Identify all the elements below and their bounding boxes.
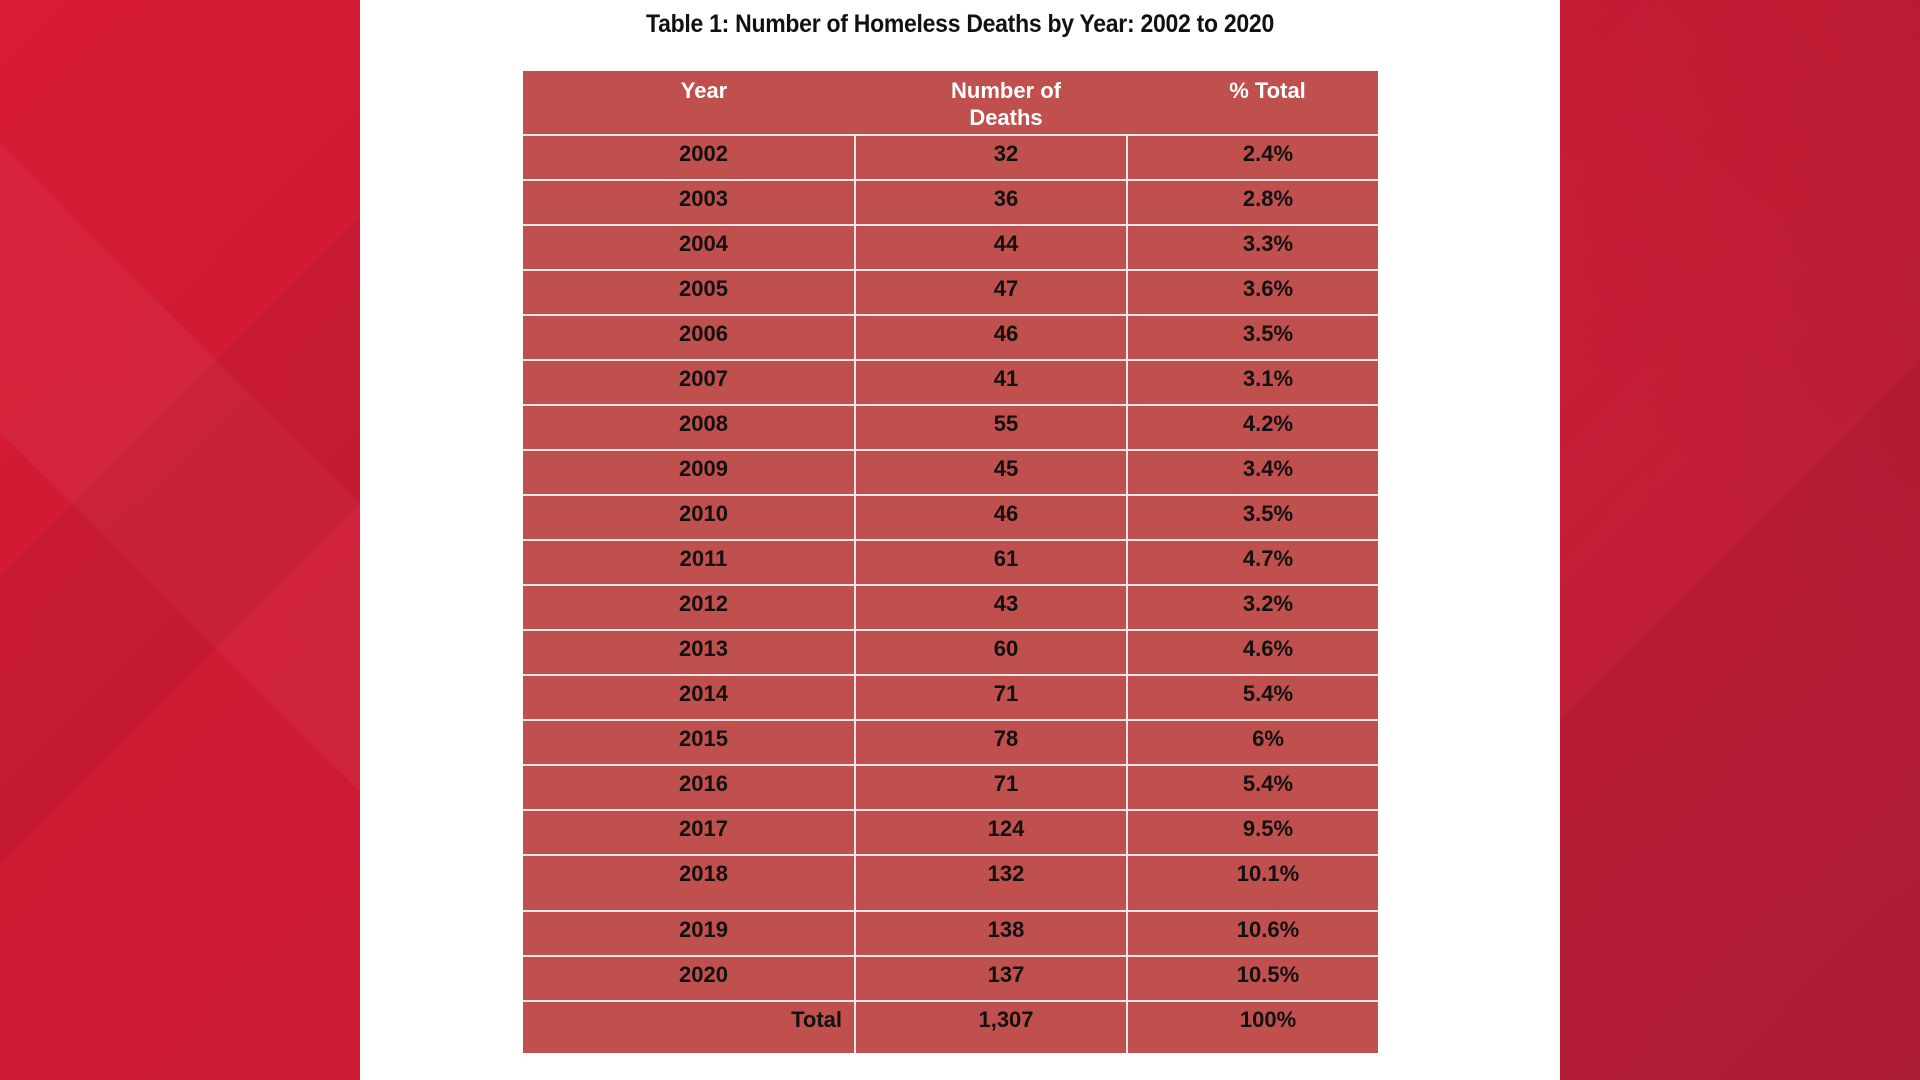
- cell-deaths: 43: [855, 585, 1127, 630]
- cell-percent: 10.1%: [1127, 855, 1378, 911]
- table-row: [523, 360, 1378, 405]
- cell-percent: 10.5%: [1127, 956, 1378, 1001]
- cell-deaths: 46: [855, 495, 1127, 540]
- cell-percent: 5.4%: [1127, 675, 1378, 720]
- cell-percent: 3.4%: [1127, 450, 1378, 495]
- cell-deaths: 46: [855, 315, 1127, 360]
- cell-percent: 4.6%: [1127, 630, 1378, 675]
- table-row: [523, 810, 1378, 855]
- header-year: Year: [680, 78, 728, 103]
- cell-percent: 9.5%: [1127, 810, 1378, 855]
- header-row: [523, 71, 1378, 135]
- table-row: [523, 225, 1378, 270]
- cell-deaths: 60: [855, 630, 1127, 675]
- cell-deaths: 132: [855, 855, 1127, 911]
- cell-year: 2016: [523, 765, 855, 810]
- cell-year: 2020: [523, 956, 855, 1001]
- cell-year: 2008: [523, 405, 855, 450]
- homeless-deaths-table: [523, 71, 1378, 1053]
- cell-year: 2006: [523, 315, 855, 360]
- background-left-pattern: [0, 0, 360, 1080]
- cell-year: 2005: [523, 270, 855, 315]
- cell-percent: 2.8%: [1127, 180, 1378, 225]
- cell-deaths: 137: [855, 956, 1127, 1001]
- cell-deaths: 55: [855, 405, 1127, 450]
- cell-percent: 4.7%: [1127, 540, 1378, 585]
- cell-percent: 6%: [1127, 720, 1378, 765]
- cell-deaths: 47: [855, 270, 1127, 315]
- cell-deaths: 44: [855, 225, 1127, 270]
- cell-year: 2010: [523, 495, 855, 540]
- table-row: [523, 765, 1378, 810]
- cell-percent: 3.6%: [1127, 270, 1378, 315]
- cell-year: 2014: [523, 675, 855, 720]
- cell-deaths: 124: [855, 810, 1127, 855]
- cell-deaths: 36: [855, 180, 1127, 225]
- cell-year: 2009: [523, 450, 855, 495]
- header-deaths: Number of Deaths: [951, 78, 1061, 130]
- cell-year: 2013: [523, 630, 855, 675]
- table-row: [523, 180, 1378, 225]
- cell-year: 2007: [523, 360, 855, 405]
- total-deaths: 1,307: [855, 1001, 1127, 1053]
- table-row: [523, 135, 1378, 180]
- cell-deaths: 138: [855, 911, 1127, 956]
- cell-year: 2018: [523, 855, 855, 911]
- table-row: [523, 270, 1378, 315]
- cell-year: 2011: [523, 540, 855, 585]
- total-percent: 100%: [1127, 1001, 1378, 1053]
- table-row: [523, 585, 1378, 630]
- table-row: [523, 495, 1378, 540]
- table-row: [523, 315, 1378, 360]
- cell-year: 2019: [523, 911, 855, 956]
- table-row: [523, 540, 1378, 585]
- table-row: [523, 911, 1378, 956]
- cell-percent: 3.1%: [1127, 360, 1378, 405]
- cell-year: 2003: [523, 180, 855, 225]
- cell-deaths: 78: [855, 720, 1127, 765]
- cell-year: 2012: [523, 585, 855, 630]
- cell-deaths: 45: [855, 450, 1127, 495]
- table-row: [523, 720, 1378, 765]
- cell-year: 2017: [523, 810, 855, 855]
- table-title: Table 1: Number of Homeless Deaths by Year: 2002 to 2020: [646, 10, 1274, 38]
- cell-deaths: 41: [855, 360, 1127, 405]
- cell-deaths: 71: [855, 675, 1127, 720]
- cell-year: 2002: [523, 135, 855, 180]
- cell-percent: 5.4%: [1127, 765, 1378, 810]
- cell-percent: 3.3%: [1127, 225, 1378, 270]
- cell-percent: 2.4%: [1127, 135, 1378, 180]
- cell-percent: 3.5%: [1127, 495, 1378, 540]
- table-row: [523, 630, 1378, 675]
- table-row: [523, 675, 1378, 720]
- cell-year: 2004: [523, 225, 855, 270]
- cell-percent: 4.2%: [1127, 405, 1378, 450]
- document-panel: [360, 0, 1560, 1080]
- background-right-pattern: [1560, 0, 1920, 1080]
- table-row: [523, 450, 1378, 495]
- table-row: [523, 855, 1378, 911]
- cell-percent: 10.6%: [1127, 911, 1378, 956]
- cell-deaths: 71: [855, 765, 1127, 810]
- table-row: [523, 405, 1378, 450]
- cell-deaths: 32: [855, 135, 1127, 180]
- cell-percent: 3.5%: [1127, 315, 1378, 360]
- table-row: [523, 956, 1378, 1001]
- header-percent: % Total: [1229, 78, 1306, 103]
- total-label: Total: [523, 1001, 855, 1053]
- cell-year: 2015: [523, 720, 855, 765]
- cell-percent: 3.2%: [1127, 585, 1378, 630]
- cell-deaths: 61: [855, 540, 1127, 585]
- total-row: [523, 1001, 1378, 1053]
